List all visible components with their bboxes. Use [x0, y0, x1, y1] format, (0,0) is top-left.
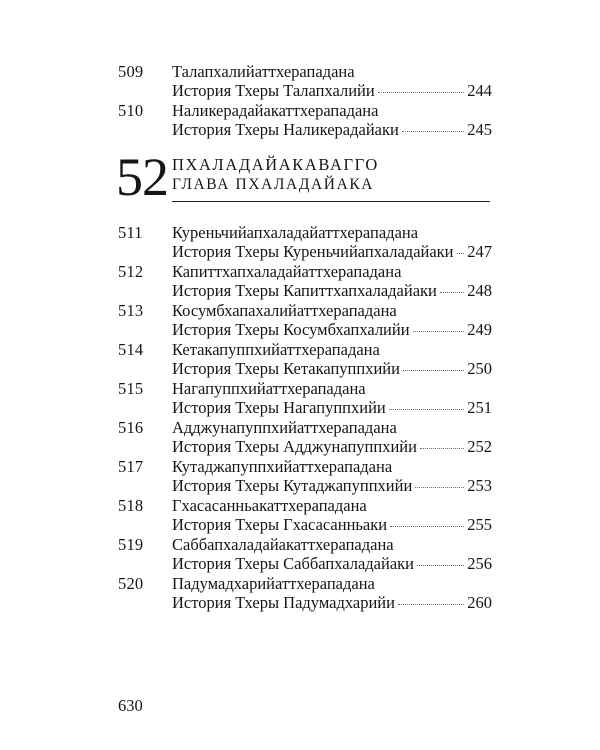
entry-subtitle-line	[172, 81, 492, 100]
chapter-number: 52	[116, 147, 168, 207]
entry-subtitle: История Тхеры Куреньчийапхаладайаки	[172, 242, 454, 261]
entry-page: 249	[467, 320, 492, 339]
toc-entry	[0, 535, 600, 573]
chapter-title: ПХАЛАДАЙАКАВАГГО	[172, 155, 379, 174]
dot-leader	[440, 292, 464, 293]
entry-subtitle-line	[172, 320, 492, 339]
entry-title: Наликерадайакаттхерападана	[172, 101, 379, 120]
toc-entry	[0, 340, 600, 378]
dot-leader	[398, 604, 464, 605]
toc-entry	[0, 262, 600, 300]
toc-entry	[0, 101, 600, 139]
entry-number: 511	[118, 223, 143, 242]
entry-subtitle: История Тхеры Талапхалийи	[172, 81, 375, 100]
entry-number: 512	[118, 262, 144, 281]
entry-title: Косумбхапахалийаттхерападана	[172, 301, 397, 320]
dot-leader	[389, 409, 464, 410]
dot-leader	[417, 565, 464, 566]
entry-subtitle: История Тхеры Капиттхапхаладайаки	[172, 281, 437, 300]
entry-title: Кетакапуппхийаттхерападана	[172, 340, 380, 359]
entry-subtitle: История Тхеры Саббапхаладайаки	[172, 554, 414, 573]
entry-title: Куреньчийапхаладайаттхерападана	[172, 223, 419, 242]
entry-subtitle-line	[172, 398, 492, 417]
entry-title: Капиттхапхаладайаттхерападана	[172, 262, 402, 281]
entry-subtitle-line	[172, 593, 492, 612]
entry-subtitle: История Тхеры Кутаджапуппхийи	[172, 476, 413, 495]
entry-page: 251	[467, 398, 492, 417]
entry-subtitle-line	[172, 554, 492, 573]
entry-subtitle: История Тхеры Адджунапуппхийи	[172, 437, 417, 456]
entry-number: 517	[118, 457, 144, 476]
entry-number: 516	[118, 418, 144, 437]
page-number: 630	[118, 696, 143, 715]
entry-number: 509	[118, 62, 144, 81]
dot-leader	[378, 92, 465, 93]
entry-subtitle-line	[172, 515, 492, 534]
entry-page: 255	[467, 515, 492, 534]
entry-page: 245	[467, 120, 492, 139]
entry-number: 513	[118, 301, 144, 320]
entry-number: 518	[118, 496, 144, 515]
chapter-subtitle: ГЛАВА ПХАЛАДАЙАКА	[172, 176, 375, 193]
entry-subtitle: История Тхеры Наликерадайаки	[172, 120, 399, 139]
entry-page: 247	[467, 242, 492, 261]
entry-subtitle-line	[172, 120, 492, 139]
toc-entry	[0, 223, 600, 261]
chapter-heading	[0, 147, 600, 210]
toc-entry	[0, 379, 600, 417]
entry-title: Саббапхаладайакаттхерападана	[172, 535, 394, 554]
entry-page: 253	[467, 476, 492, 495]
chapter-divider	[172, 201, 490, 202]
dot-leader	[403, 370, 464, 371]
toc-entry	[0, 62, 600, 100]
entry-subtitle-line	[172, 359, 492, 378]
entry-page: 248	[467, 281, 492, 300]
entry-page: 250	[467, 359, 492, 378]
entry-subtitle-line	[172, 281, 492, 300]
entry-title: Талапхалийаттхерападана	[172, 62, 355, 81]
entry-page: 256	[467, 554, 492, 573]
entry-title: Нагапуппхийаттхерападана	[172, 379, 366, 398]
entry-subtitle: История Тхеры Нагапуппхийи	[172, 398, 386, 417]
toc-entry	[0, 418, 600, 456]
toc-entry	[0, 301, 600, 339]
entry-title: Кутаджапуппхийаттхерападана	[172, 457, 393, 476]
toc-entry	[0, 574, 600, 612]
entry-subtitle-line	[172, 437, 492, 456]
dot-leader	[457, 253, 465, 254]
toc-entry	[0, 457, 600, 495]
entry-subtitle-line	[172, 242, 492, 261]
dot-leader	[413, 331, 465, 332]
entry-number: 515	[118, 379, 144, 398]
entry-subtitle-line	[172, 476, 492, 495]
toc-entry	[0, 496, 600, 534]
entry-number: 519	[118, 535, 144, 554]
entry-title: Гхасасанньакаттхерападана	[172, 496, 367, 515]
dot-leader	[420, 448, 464, 449]
dot-leader	[415, 487, 464, 488]
entry-page: 260	[467, 593, 492, 612]
entry-page: 252	[467, 437, 492, 456]
entry-title: Адджунапуппхийаттхерападана	[172, 418, 397, 437]
entry-subtitle: История Тхеры Кетакапуппхийи	[172, 359, 400, 378]
entry-subtitle: История Тхеры Косумбхапхалийи	[172, 320, 410, 339]
dot-leader	[390, 526, 464, 527]
entry-number: 510	[118, 101, 144, 120]
entry-page: 244	[467, 81, 492, 100]
entry-title: Падумадхарийаттхерападана	[172, 574, 375, 593]
entry-number: 514	[118, 340, 144, 359]
dot-leader	[402, 131, 464, 132]
entry-subtitle: История Тхеры Гхасасанньаки	[172, 515, 388, 534]
entry-subtitle: История Тхеры Падумадхарийи	[172, 593, 395, 612]
entry-number: 520	[118, 574, 144, 593]
